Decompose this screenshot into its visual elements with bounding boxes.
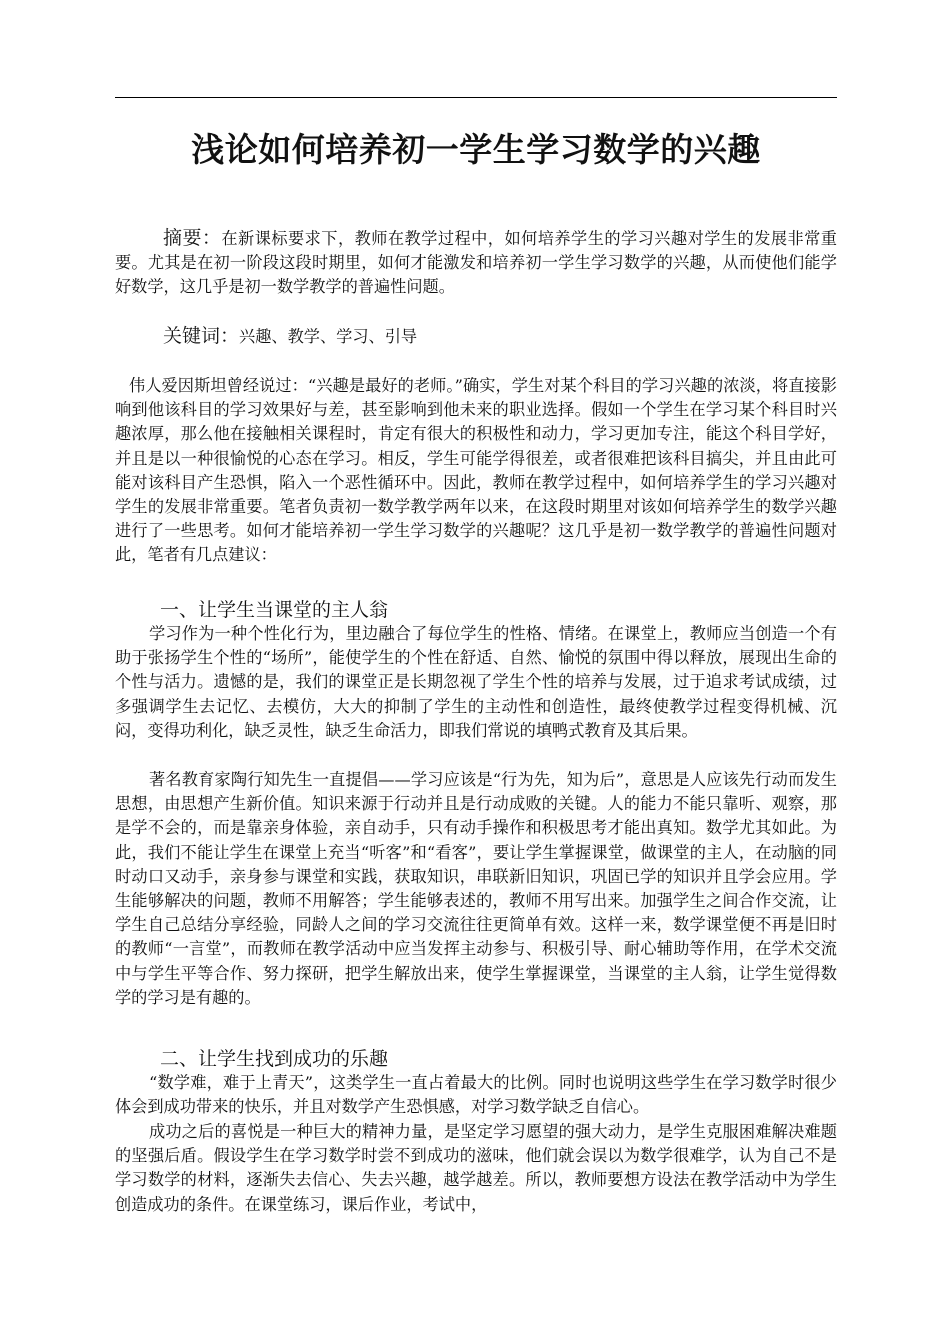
document-title: 浅论如何培养初一学生学习数学的兴趣 <box>191 130 761 169</box>
section-1-paragraph-1: 学习作为一种个性化行为，里边融合了每位学生的性格、情绪。在课堂上，教师应当创造一个有助于张扬学生个性的“场所”，能使学生的个性在舒适、自然、愉悦的氛围中得以释放，展现出生命的个性与活力。遗憾的是，我们的课堂正是长期忽视了学生个性的培养与发展，过于追求考试成绩，过多强调学生去记忆、去模仿，大大的抑制了学生的主动性和创造性，最终使教学过程变得机械、沉闷，变得功利化，缺乏灵性，缺乏生命活力，即我们常说的填鸭式教育及其后果。 <box>115 624 837 740</box>
intro-paragraph: 伟人爱因斯坦曾经说过：“兴趣是最好的老师。”确实，学生对某个科目的学习兴趣的浓淡，将直接影响到他该科目的学习效果好与差，甚至影响到他未来的职业选择。假如一个学生在学习某个科目时兴趣浓厚，那么他在接触相关课程时，肯定有很大的积极性和动力，学习更加专注，能这个科目学好，并且是以一种很愉悦的心态在学习。相反，学生可能学得很差，或者很难把该科目搞尖，并且由此可能对该科目产生恐惧，陷入一个恶性循环中。因此，教师在教学过程中，如何培养学生的学习兴趣对学生的发展非常重要。笔者负责初一数学教学两年以来，在这段时期里对该如何培养学生的数学兴趣进行了一些思考。如何才能培养初一学生学习数学的兴趣呢？这几乎是初一数学教学的普遍性问题对此，笔者有几点建议： <box>115 376 837 565</box>
section-1-paragraph-2: 著名教育家陶行知先生一直提倡——学习应该是“行为先，知为后”，意思是人应该先行动而发生思想，由思想产生新价值。知识来源于行动并且是行动成败的关键。人的能力不能只靠听、观察，那是学不会的，而是靠亲身体验，亲自动手，只有动手操作和积极思考才能出真知。数学尤其如此。为此，我们不能让学生在课堂上充当“听客”和“看客”，要让学生掌握课堂，做课堂的主人，在动脑的同时动口又动手，亲身参与课堂和实践，获取知识，串联新旧知识，巩固已学的知识并且学会应用。学生能够解决的问题，教师不用解答；学生能够表述的，教师不用写出来。加强学生之间合作交流，让学生自己总结分享经验，同龄人之间的学习交流往往更简单有效。这样一来，数学课堂便不再是旧时的教师“一言堂”，而教师在教学活动中应当发挥主动参与、积极引导、耐心辅助等作用，在学术交流中与学生平等合作、努力探研，把学生解放出来，使学生掌握课堂，当课堂的主人翁，让学生觉得数学的学习是有趣的。 <box>115 770 837 1007</box>
abstract-paragraph <box>115 226 837 300</box>
abstract-label: 摘要： <box>163 227 222 249</box>
section-2-paragraph-1: “数学难，难于上青天”，这类学生一直占着最大的比例。同时也说明这些学生在学习数学时很少体会到成功带来的快乐，并且对数学产生恐惧感，对学习数学缺乏自信心。 <box>115 1073 837 1117</box>
keywords-label: 关键词： <box>163 325 240 347</box>
keywords-paragraph <box>115 324 837 349</box>
header-rule <box>115 97 837 98</box>
section-heading-2: 二、让学生找到成功的乐趣 <box>160 1048 389 1070</box>
keywords-text: 兴趣、教学、学习、引导 <box>239 327 418 346</box>
section-2-paragraph-2: 成功之后的喜悦是一种巨大的精神力量，是坚定学习愿望的强大动力，是学生克服困难解决难题的坚强后盾。假设学生在学习数学时尝不到成功的滋味，他们就会误以为数学很难学，认为自己不是学习数学的材料，逐渐失去信心、失去兴趣，越学越差。所以，教师要想方设法在教学活动中为学生创造成功的条件。在课堂练习，课后作业，考试中， <box>115 1122 837 1214</box>
section-heading-1: 一、让学生当课堂的主人翁 <box>160 599 389 621</box>
abstract-text: 在新课标要求下，教师在教学过程中，如何培养学生的学习兴趣对学生的发展非常重要。尤其是在初一阶段这段时期里，如何才能激发和培养初一学生学习数学的兴趣，从而使他们能学好数学，这几乎是初一数学教学的普遍性问题。 <box>115 229 837 297</box>
